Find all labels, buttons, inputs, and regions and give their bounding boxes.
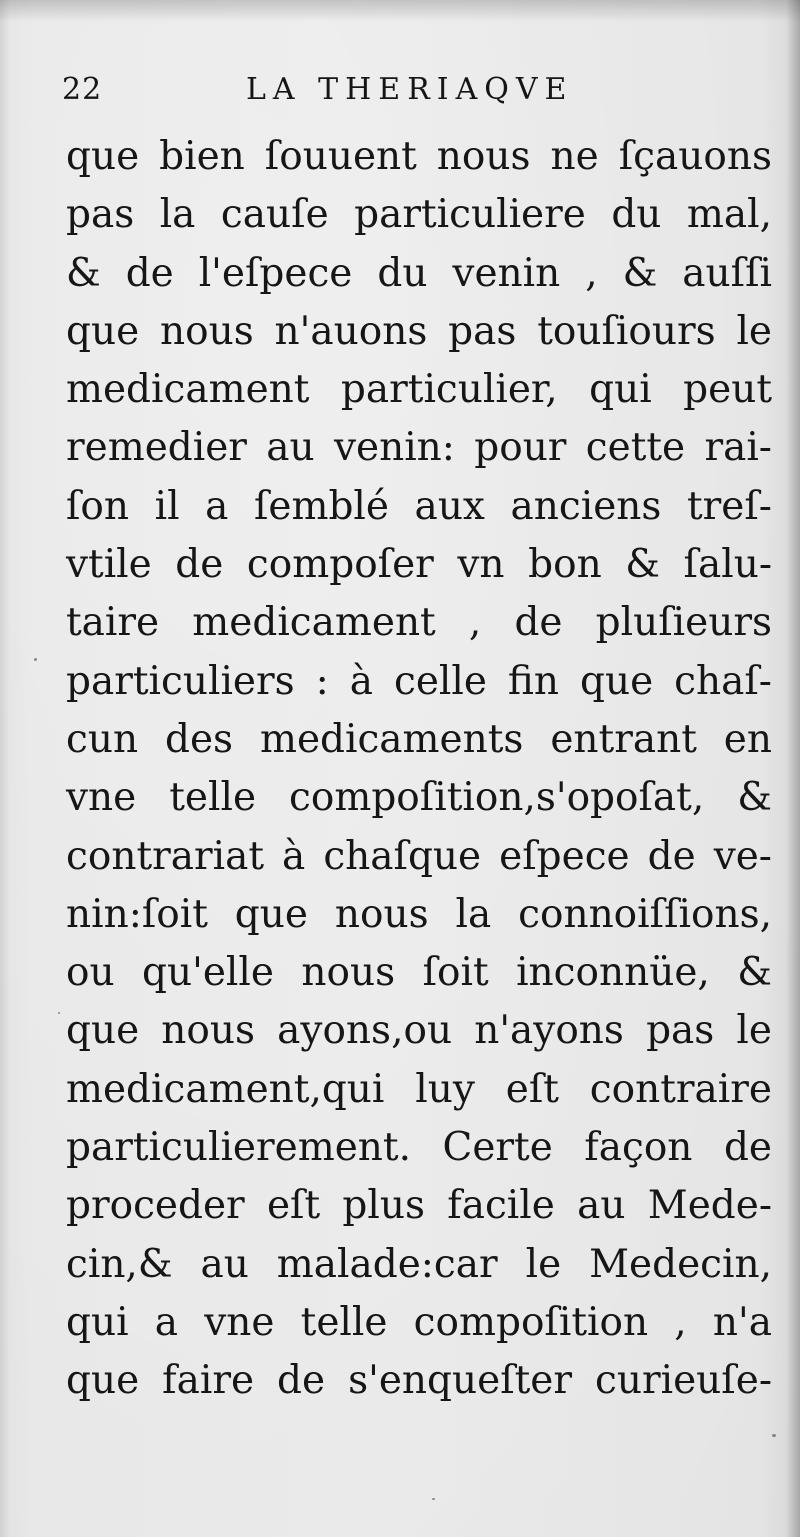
text-line: medicament,qui luy eſt contraire [66,1066,772,1112]
text-line: & de l'eſpece du venin , & auſſi [66,250,772,296]
text-line: cun des medicaments entrant en [66,716,772,762]
text-line: cin,& au malade:car le Medecin, [66,1241,772,1287]
text-line: vne telle compoſition,s'opoſat, & [66,775,772,821]
text-line: taire medicament , de pluſieurs [66,600,772,646]
page-left-edge [0,0,10,1537]
page-right-edge [786,0,800,1537]
text-line: que nous n'auons pas touſiours le [66,308,772,354]
paper-speck [58,1012,60,1014]
text-line: que nous ayons,ou n'ayons pas le [66,1008,772,1054]
text-line: remedier au venin: pour cette rai- [66,425,772,471]
page-top-shadow [0,0,800,22]
text-line: medicament particulier, qui peut [66,367,772,413]
text-line: pas la cauſe particuliere du mal, [66,192,772,238]
text-line: particuliers : à celle fin que chaſ- [66,658,772,704]
text-line: particulierement. Certe façon de [66,1125,772,1171]
body-text [66,128,786,1411]
paper-speck [772,1434,776,1437]
page-header [62,72,742,112]
text-line: nin:ſoit que nous la connoiſſions, [66,891,772,937]
paper-speck [34,658,37,661]
text-line: ſon il a ſemblé aux anciens treſ- [66,483,772,529]
text-line: ou qu'elle nous ſoit inconnüe, & [66,950,772,996]
text-line: contrariat à chaſque eſpece de ve- [66,833,772,879]
text-line: que faire de s'enqueſter curieuſe- [66,1358,772,1404]
paper-speck [432,1498,435,1500]
text-line: qui a vne telle compoſition , n'a [66,1299,772,1345]
text-line: vtile de compoſer vn bon & ſalu- [66,542,772,588]
text-line: proceder eſt plus facile au Mede- [66,1183,772,1229]
page-number: 22 [62,72,103,107]
running-title: LA THERIAQVE [246,72,574,107]
text-line: que bien ſouuent nous ne ſçauons [66,134,772,179]
